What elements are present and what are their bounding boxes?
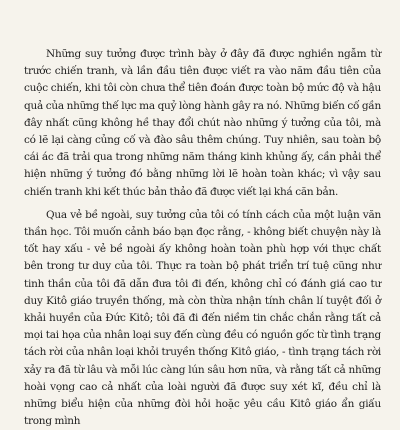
paragraph-1: Những suy tưởng được trình bày ở đây đã được nghiền ngẫm từ trước chiến tranh, và lần đầu tiên được viết ra vào năm đầu tiên của cuộc chiến, khi tôi còn chưa thể tiên đoán được toàn bộ mức độ và hậu quả của những thế lực ma quỷ lòng hành gây ra nó. Những biến cố gần đây nhất cũng không hề thay đổi chút nào những ý tưởng của tôi, mà có lẽ lại càng củng cố và đào sâu thêm chúng. Tuy nhiên, sau toàn bộ cái ác đã trải qua trong những năm tháng kinh khủng ấy, cần phải thể hiện những ý tưởng đó bằng những lời lẽ hoàn toàn khác; vì vậy sau chiến tranh khi kết thúc bản thảo đã được viết lại khá căn bản.	[24, 48, 381, 198]
document-page	[24, 46, 381, 430]
paragraph-2: Qua vẻ bề ngoài, suy tưởng của tôi có tính cách của một luận văn thần học. Tôi muốn cảnh báo bạn đọc rằng, - không biết chuyện này là tốt hay xấu - vẻ bề ngoài ấy không hoàn toàn phù hợp với thực chất bên trong tư duy của tôi. Thực ra toàn bộ phát triển trí tuệ cũng như tinh thần của tôi đã dẫn đưa tôi đi đến, không chỉ có đánh giá cao tư duy Kitô giáo truyền thống, mà còn thừa nhận tính chân lí tuyệt đối ở khải huyền của Đức Kitô; tôi đã đi đến niềm tin chắc chắn rằng tất cả mọi tai họa của nhân loại suy đến cùng đều có nguồn gốc từ tình trạng tách rời của nhân loại khỏi truyền thống Kitô giáo, - tình trạng tách rời xảy ra đã từ lâu và mỗi lúc càng lún sâu hơn nữa, và rằng tất cả những hoài vọng cao cả nhất của loài người đã được suy xét kĩ, đều chỉ là những biểu hiện của những đòi hỏi hoặc yêu cầu Kitô giáo ẩn giấu trong mình	[24, 208, 381, 428]
